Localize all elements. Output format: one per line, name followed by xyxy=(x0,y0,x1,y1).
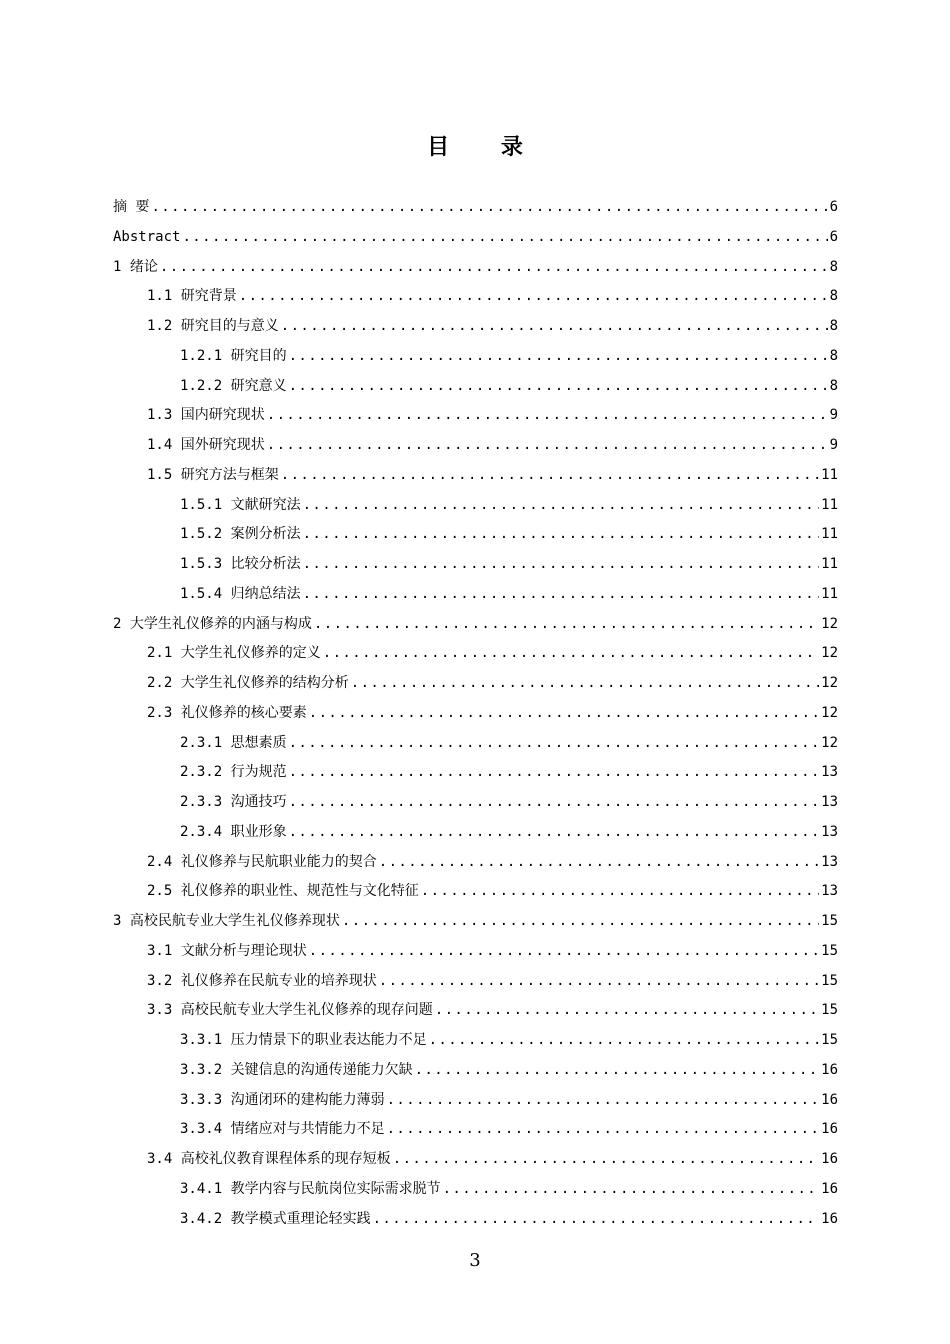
toc-entry-title: 2.2 大学生礼仪修养的结构分析 xyxy=(147,675,349,691)
toc-entry-title: 2 大学生礼仪修养的内涵与构成 xyxy=(113,615,312,632)
toc-entry-title: 2.3.2 行为规范 xyxy=(180,764,287,781)
toc-entry-title: 1.2.2 研究意义 xyxy=(180,377,287,394)
toc-entry-page: 12 xyxy=(821,734,838,751)
dot-leader xyxy=(309,937,819,967)
toc-entry-title: 3.3.1 压力情景下的职业表达能力不足 xyxy=(180,1032,427,1048)
toc-entry-page: 8 xyxy=(829,288,838,305)
dot-leader xyxy=(267,431,828,461)
toc-entry-title: 摘 要 xyxy=(113,199,150,215)
toc-entry[interactable] xyxy=(113,1175,838,1205)
toc-entry-page: 6 xyxy=(829,228,838,245)
toc-entry-title: 3 高校民航专业大学生礼仪修养现状 xyxy=(113,913,340,929)
dot-leader xyxy=(289,342,828,372)
toc-entry-page: 16 xyxy=(821,1121,838,1138)
toc-entry-page: 8 xyxy=(829,347,838,364)
toc-entry[interactable] xyxy=(113,342,838,372)
toc-entry-page: 15 xyxy=(821,942,838,959)
toc-entry[interactable] xyxy=(113,550,838,580)
dot-leader xyxy=(281,312,828,342)
toc-entry-page: 16 xyxy=(821,1210,838,1227)
toc-entry-title: 3.1 文献分析与理论现状 xyxy=(147,942,307,959)
toc-entry-page: 6 xyxy=(829,199,838,215)
dot-leader xyxy=(314,610,819,640)
dot-leader xyxy=(160,253,828,283)
toc-entry[interactable] xyxy=(113,1205,838,1235)
dot-leader xyxy=(182,223,827,253)
toc-entry[interactable] xyxy=(113,1026,838,1056)
toc-entry-page: 12 xyxy=(821,615,838,632)
toc-entry-title: 2.3.3 沟通技巧 xyxy=(180,794,287,810)
toc-entry-page: 9 xyxy=(829,437,838,453)
dot-leader xyxy=(289,818,820,848)
toc-entry-title: 3.3.3 沟通闭环的建构能力薄弱 xyxy=(180,1091,385,1108)
toc-entry-page: 8 xyxy=(829,377,838,394)
toc-entry[interactable] xyxy=(113,1145,838,1175)
toc-entry-title: 2.4 礼仪修养与民航职业能力的契合 xyxy=(147,853,377,870)
toc-entry-page: 11 xyxy=(821,526,838,543)
dot-leader xyxy=(303,580,820,610)
page-number: 3 xyxy=(469,1250,481,1271)
toc-entry-title: 2.5 礼仪修养的职业性、规范性与文化特征 xyxy=(147,883,419,900)
toc-entry-title: 1 绪论 xyxy=(113,258,158,275)
toc-entry-page: 15 xyxy=(821,913,838,929)
toc-entry-title: 1.3 国内研究现状 xyxy=(147,407,265,424)
toc-entry-page: 13 xyxy=(821,764,838,781)
toc-entry-page: 9 xyxy=(829,407,838,424)
toc-entry[interactable] xyxy=(113,729,838,759)
toc-entry-page: 11 xyxy=(821,585,838,602)
toc-entry-page: 12 xyxy=(821,675,838,691)
toc-entry[interactable] xyxy=(113,669,838,699)
dot-leader xyxy=(289,729,820,759)
toc-entry-title: 2.1 大学生礼仪修养的定义 xyxy=(147,645,321,662)
toc-entry-title: 2.3 礼仪修养的核心要素 xyxy=(147,704,307,721)
dot-leader xyxy=(303,520,820,550)
dot-leader xyxy=(323,639,819,669)
dot-leader xyxy=(421,877,819,907)
page-title: 目 录 xyxy=(427,135,545,160)
toc-entry-title: 1.2 研究目的与意义 xyxy=(147,318,279,334)
toc-entry-page: 13 xyxy=(821,823,838,840)
toc-entry[interactable] xyxy=(113,312,838,342)
dot-leader xyxy=(429,1026,820,1056)
toc-entry[interactable] xyxy=(113,610,838,640)
toc-entry[interactable] xyxy=(113,639,838,669)
toc-entry[interactable] xyxy=(113,1115,838,1145)
toc-entry-title: Abstract xyxy=(113,228,181,245)
dot-leader xyxy=(435,996,819,1026)
toc-entry-page: 13 xyxy=(821,883,838,900)
toc-entry[interactable] xyxy=(113,996,838,1026)
toc-entry-title: 3.3.2 关键信息的沟通传递能力欠缺 xyxy=(180,1061,413,1078)
toc-entry-title: 2.3.4 职业形象 xyxy=(180,823,287,840)
toc-entry[interactable] xyxy=(113,223,838,253)
toc-entry-page: 8 xyxy=(829,318,838,334)
toc-entry-page: 12 xyxy=(821,645,838,662)
toc-entry[interactable] xyxy=(113,580,838,610)
toc-entry[interactable] xyxy=(113,253,838,283)
toc-entry-page: 16 xyxy=(821,1091,838,1108)
toc-entry-title: 2.3.1 思想素质 xyxy=(180,734,287,751)
dot-leader xyxy=(303,491,820,521)
dot-leader xyxy=(303,550,820,580)
toc-entry[interactable] xyxy=(113,520,838,550)
dot-leader xyxy=(309,699,819,729)
toc-entry-title: 1.4 国外研究现状 xyxy=(147,437,265,453)
dot-leader xyxy=(443,1175,820,1205)
toc-entry-title: 1.5.2 案例分析法 xyxy=(180,526,301,543)
toc-entry-page: 13 xyxy=(821,853,838,870)
toc-entry-page: 12 xyxy=(821,704,838,721)
dot-leader xyxy=(151,193,827,223)
toc-entry[interactable] xyxy=(113,758,838,788)
dot-leader xyxy=(289,758,820,788)
toc-entry-title: 1.1 研究背景 xyxy=(147,288,237,305)
toc-entry[interactable] xyxy=(113,788,838,818)
toc-entry[interactable] xyxy=(113,818,838,848)
toc-entry-page: 16 xyxy=(821,1061,838,1078)
toc-entry[interactable] xyxy=(113,193,838,223)
toc-entry-page: 8 xyxy=(829,258,838,275)
toc-entry-title: 3.4.2 教学模式重理论轻实践 xyxy=(180,1210,371,1227)
toc-entry-page: 16 xyxy=(821,1151,838,1167)
toc-entry-title: 1.5.3 比较分析法 xyxy=(180,556,301,572)
dot-leader xyxy=(267,401,828,431)
dot-leader xyxy=(379,848,819,878)
toc-entry[interactable] xyxy=(113,431,838,461)
toc-entry[interactable] xyxy=(113,461,838,491)
toc-entry-page: 15 xyxy=(821,1002,838,1019)
toc-entry-title: 1.2.1 研究目的 xyxy=(180,347,287,364)
dot-leader xyxy=(415,1056,820,1086)
toc-entry-page: 11 xyxy=(821,466,838,483)
dot-leader xyxy=(289,788,820,818)
toc-entry-title: 1.5 研究方法与框架 xyxy=(147,466,279,483)
toc-entry-title: 3.3 高校民航专业大学生礼仪修养的现存问题 xyxy=(147,1002,433,1019)
dot-leader xyxy=(373,1205,820,1235)
toc-entry[interactable] xyxy=(113,282,838,312)
toc-entry[interactable] xyxy=(113,967,838,997)
dot-leader xyxy=(239,282,828,312)
dot-leader xyxy=(342,907,819,937)
toc-entry[interactable] xyxy=(113,1086,838,1116)
toc-entry[interactable] xyxy=(113,491,838,521)
toc-entry[interactable] xyxy=(113,699,838,729)
toc-entry-title: 3.3.4 情绪应对与共情能力不足 xyxy=(180,1121,385,1138)
toc-entry-title: 1.5.4 归纳总结法 xyxy=(180,585,301,602)
dot-leader xyxy=(289,372,828,402)
dot-leader xyxy=(379,967,819,997)
toc-entry-page: 11 xyxy=(821,496,838,513)
toc-entry-page: 15 xyxy=(821,972,838,989)
toc-entry[interactable] xyxy=(113,877,838,907)
dot-leader xyxy=(393,1145,819,1175)
dot-leader xyxy=(387,1086,820,1116)
toc-entry-page: 16 xyxy=(821,1180,838,1197)
toc-entry-title: 1.5.1 文献研究法 xyxy=(180,496,301,513)
dot-leader xyxy=(387,1115,820,1145)
toc-entry[interactable] xyxy=(113,907,838,937)
toc-entry-page: 15 xyxy=(821,1032,838,1048)
toc-entry-title: 3.4.1 教学内容与民航岗位实际需求脱节 xyxy=(180,1180,441,1197)
toc-entry[interactable] xyxy=(113,372,838,402)
toc-entry-title: 3.2 礼仪修养在民航专业的培养现状 xyxy=(147,972,377,989)
toc-entry[interactable] xyxy=(113,848,838,878)
dot-leader xyxy=(351,669,819,699)
toc-entry[interactable] xyxy=(113,937,838,967)
dot-leader xyxy=(281,461,819,491)
toc-entry-title: 3.4 高校礼仪教育课程体系的现存短板 xyxy=(147,1151,391,1167)
toc-entry-page: 13 xyxy=(821,794,838,810)
toc-entry[interactable] xyxy=(113,401,838,431)
toc-entry-page: 11 xyxy=(821,556,838,572)
toc-entry[interactable] xyxy=(113,1056,838,1086)
table-of-contents xyxy=(113,193,838,1234)
